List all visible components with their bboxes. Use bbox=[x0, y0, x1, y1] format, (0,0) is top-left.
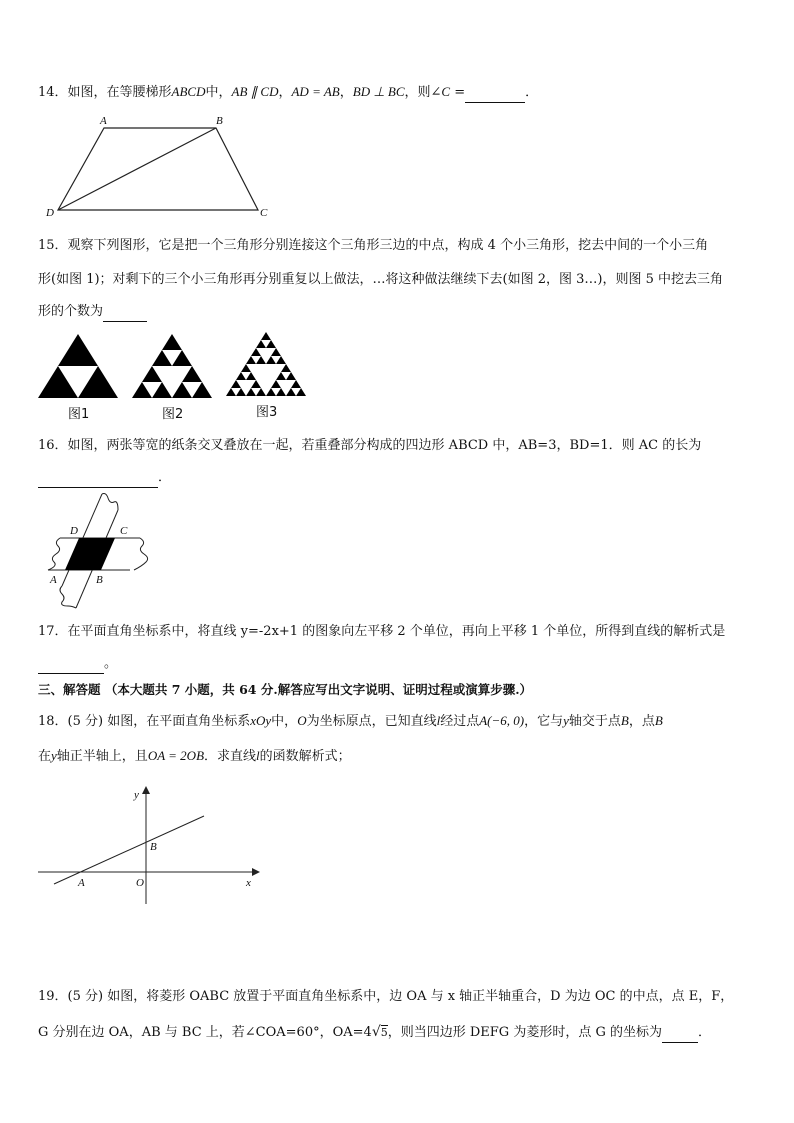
q15-line1: 15．观察下列图形，它是把一个三角形分别连接这个三角形三边的中点，构成 4 个小三角形，挖去中间的一个小三角 bbox=[38, 238, 709, 253]
y-axis-arrow-icon bbox=[142, 786, 150, 794]
q15-line2: 形(如图 1)；对剩下的三个小三角形再分别重复以上做法，…将这种做法继续下去(如图 2，图 3…)，则图 5 中挖去三角 bbox=[38, 272, 724, 287]
q14-text: 14．如图，在等腰梯形ABCD中，AB ∥ CD，AD = AB，BD ⊥ BC，则∠C = ． bbox=[38, 82, 538, 103]
x-axis-arrow-icon bbox=[252, 868, 260, 876]
label-a: A bbox=[78, 877, 85, 889]
label-b: B bbox=[216, 115, 223, 127]
label-b: B bbox=[96, 574, 103, 586]
q17-line1: 17．在平面直角坐标系中，将直线 y=-2x+1 的图象向左平移 2 个单位，再向上平移 1 个单位，所得到直线的解析式是 bbox=[38, 624, 726, 639]
caption-fig1: 图1 bbox=[68, 407, 90, 422]
q16-paper-strips-figure bbox=[38, 490, 150, 614]
label-d: D bbox=[46, 207, 54, 219]
label-x: x bbox=[246, 877, 251, 889]
q18-line2: 在y轴正半轴上，且OA = 2OB．求直线l的函数解析式； bbox=[38, 748, 351, 764]
answer-blank bbox=[662, 1028, 698, 1043]
label-a: A bbox=[50, 574, 57, 586]
sierpinski-fig2 bbox=[132, 334, 212, 400]
label-c: C bbox=[260, 207, 268, 219]
answer-blank bbox=[38, 659, 104, 674]
caption-fig2: 图2 bbox=[162, 407, 184, 422]
label-c: C bbox=[120, 525, 128, 537]
label-y: y bbox=[134, 789, 139, 801]
answer-blank bbox=[38, 473, 158, 488]
section-3-heading: 三、解答题 （本大题共 7 小题，共 64 分.解答应写出文字说明、证明过程或演算步骤.） bbox=[38, 682, 533, 697]
label-d: D bbox=[70, 525, 78, 537]
caption-fig3: 图3 bbox=[256, 405, 278, 420]
label-o: O bbox=[136, 877, 144, 889]
sierpinski-fig1 bbox=[38, 334, 118, 400]
sierpinski-fig3 bbox=[226, 332, 306, 398]
q19-line2: G 分别在边 OA，AB 与 BC 上，若∠COA=60°，OA=4√5，则当四边形 DEFG 为菱形时，点 G 的坐标为 ． bbox=[38, 1022, 711, 1043]
q19-line1: 19．(5 分) 如图，将菱形 OABC 放置于平面直角坐标系中，边 OA 与 x 轴正半轴重合，D 为边 OC 的中点，点 E，F， bbox=[38, 989, 734, 1004]
q15-line3: 形的个数为 bbox=[38, 302, 147, 322]
label-a: A bbox=[100, 115, 107, 127]
q17-line2: 。 bbox=[38, 654, 117, 674]
answer-blank bbox=[103, 307, 147, 322]
q16-line2: ． bbox=[38, 468, 171, 488]
q18-line1: 18．(5 分) 如图，在平面直角坐标系xOy中，O为坐标原点，已知直线l经过点A(−6, 0)，它与y轴交于点B，点B bbox=[38, 713, 663, 729]
q14-trapezoid-figure bbox=[40, 112, 280, 224]
label-b: B bbox=[150, 841, 157, 853]
q18-coordinate-figure bbox=[38, 786, 268, 910]
answer-blank bbox=[465, 88, 525, 103]
q16-line1: 16．如图，两张等宽的纸条交叉叠放在一起，若重叠部分构成的四边形 ABCD 中，AB=3，BD=1．则 AC 的长为 bbox=[38, 438, 702, 453]
